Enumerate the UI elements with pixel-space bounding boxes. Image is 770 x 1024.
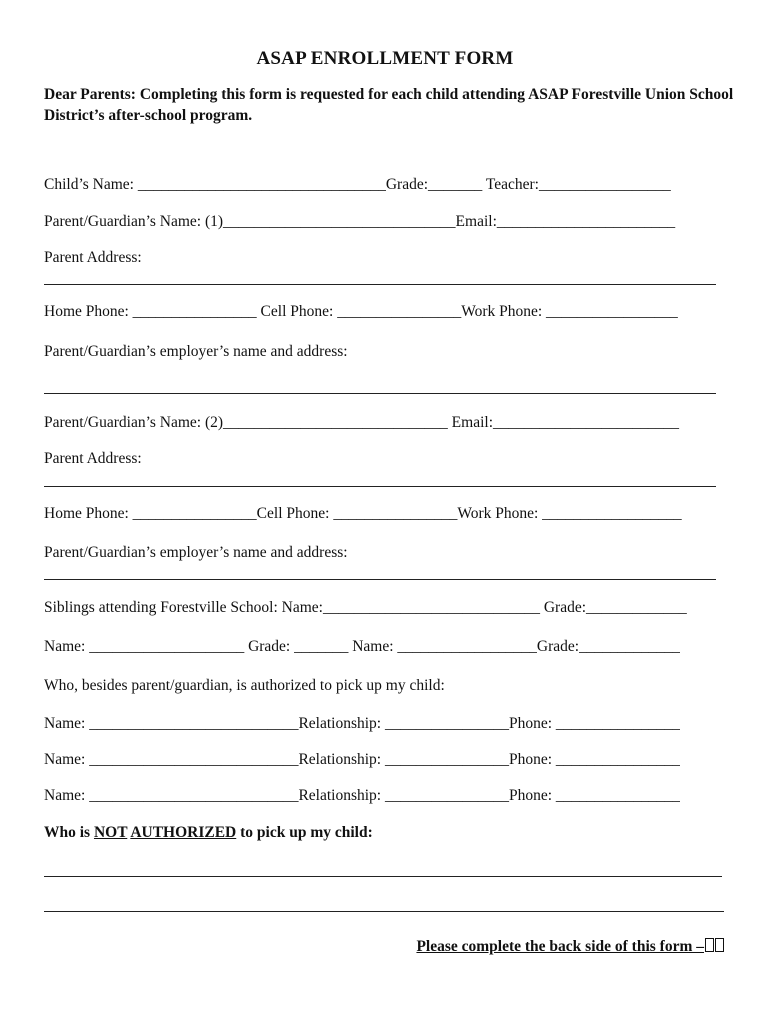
- not-authorized-rule-2: [44, 911, 724, 912]
- parent2-phones-line: Home Phone: ________________Cell Phone: ________________Work Phone: __________________: [44, 505, 682, 522]
- missing-glyph-icon: [705, 938, 714, 952]
- not-word: NOT: [93, 824, 128, 841]
- not-authorized-rule-1: [44, 876, 722, 877]
- parent1-address-label: Parent Address:: [44, 249, 142, 266]
- missing-glyph-icon: [715, 938, 724, 952]
- not-authorized-heading: [44, 823, 373, 843]
- back-side-note-text: Please complete the back side of this form –: [416, 938, 704, 955]
- parent1-name-line: Parent/Guardian’s Name: (1)______________________________Email:_______________________: [44, 213, 676, 230]
- parent1-employer-label: Parent/Guardian’s employer’s name and address:: [44, 343, 348, 360]
- parent1-employer-rule: [44, 393, 716, 394]
- parent2-address-label: Parent Address:: [44, 450, 142, 467]
- parent2-employer-label: Parent/Guardian’s employer’s name and address:: [44, 544, 348, 561]
- child-info-line: Child’s Name: ________________________________Grade:_______ Teacher:_________________: [44, 176, 671, 193]
- authorized-word: AUTHORIZED: [130, 824, 237, 841]
- parent2-name-line: Parent/Guardian’s Name: (2)_____________________________ Email:________________________: [44, 414, 680, 431]
- authorized-person-1: Name: ___________________________Relationship: ________________Phone: ________________: [44, 715, 680, 732]
- not-authorized-prefix: Who is: [44, 824, 94, 841]
- intro-text: Dear Parents: Completing this form is requested for each child attending ASAP Forestville Union School District’s after-school program.: [44, 86, 734, 124]
- back-side-note: [416, 938, 724, 956]
- authorized-heading: Who, besides parent/guardian, is authorized to pick up my child:: [44, 677, 445, 694]
- parent2-address-rule: [44, 486, 716, 487]
- authorized-person-3: Name: ___________________________Relationship: ________________Phone: ________________: [44, 787, 680, 804]
- parent1-address-rule: [44, 284, 716, 285]
- form-title: ASAP ENROLLMENT FORM: [256, 48, 514, 69]
- siblings-line-2: Name: ____________________ Grade: _______ Name: __________________Grade:_____________: [44, 638, 680, 655]
- not-authorized-suffix: to pick up my child:: [236, 824, 373, 841]
- parent2-employer-rule: [44, 579, 716, 580]
- parent1-phones-line: Home Phone: ________________ Cell Phone: ________________Work Phone: _________________: [44, 303, 678, 320]
- authorized-person-2: Name: ___________________________Relationship: ________________Phone: ________________: [44, 751, 680, 768]
- siblings-line-1: Siblings attending Forestville School: Name:____________________________ Grade:_____________: [44, 599, 687, 616]
